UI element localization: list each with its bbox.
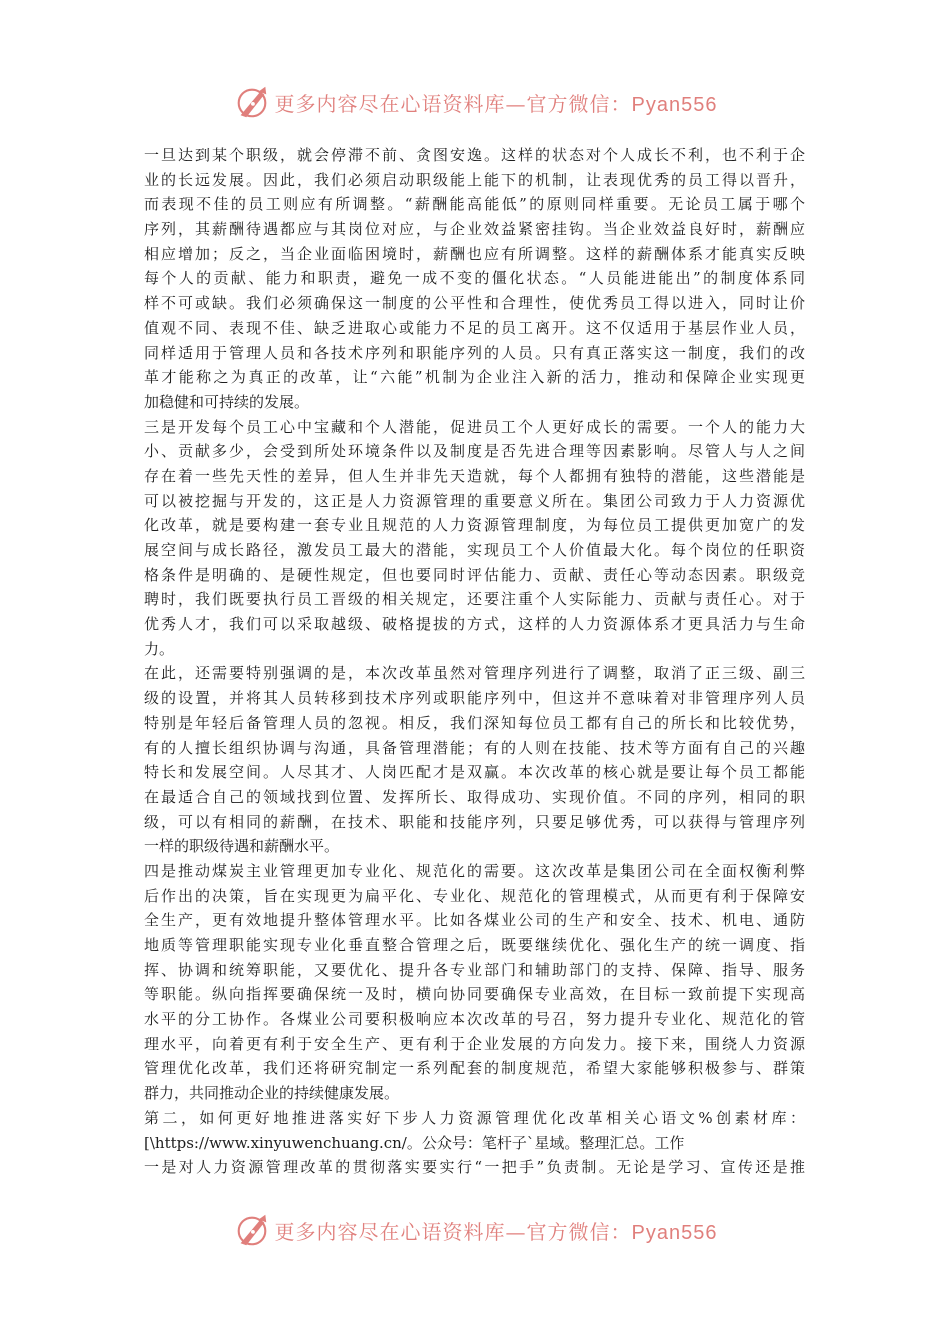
text-line: 挥、协调和统筹职能，又要优化、提升各专业部门和辅助部门的支持、保障、指导、服务 bbox=[144, 960, 805, 979]
text-line: 序列，其薪酬待遇都应与其岗位对应，与企业效益紧密挂钩。当企业效益良好时，薪酬应 bbox=[144, 220, 805, 239]
text-line: 业的长远发展。因此，我们必须启动职级能上能下的机制，让表现优秀的员工得以晋升， bbox=[144, 170, 805, 189]
text-line: 级，可以有相同的薪酬，在技术、职能和技能序列，只要足够优秀，可以获得与管理序列 bbox=[144, 812, 805, 831]
text-line: 第二，如何更好地推进落实好下步人力资源管理优化改革相关心语文%创素材库： bbox=[144, 1108, 805, 1127]
text-line: 在最适合自己的领域找到位置、发挥所长、取得成功、实现价值。不同的序列，相同的职 bbox=[144, 787, 805, 806]
text-line: 管理优化改革，我们还将研究制定一系列配套的制度规范，希望大家能够积极参与、群策 bbox=[144, 1059, 805, 1078]
text-line: 群力，共同推动企业的持续健康发展。 bbox=[144, 1084, 400, 1103]
text-line: 力。 bbox=[144, 639, 175, 658]
text-line: 革才能称之为真正的改革，让“六能”机制为企业注入新的活力，推动和保障企业实现更 bbox=[144, 368, 805, 387]
text-line: 有的人擅长组织协调与沟通，具备管理潜能；有的人则在技能、技术等方面有自己的兴趣 bbox=[144, 738, 805, 757]
text-line: 特长和发展空间。人尽其才、人岗匹配才是双赢。本次改革的核心就是要让每个员工都能 bbox=[144, 763, 805, 782]
pen-nib-circle-icon bbox=[233, 1211, 271, 1249]
text-line: 同样适用于管理人员和各技术序列和职能序列的人员。只有真正落实这一制度，我们的改 bbox=[144, 343, 805, 362]
text-line: 一是对人力资源管理改革的贯彻落实要实行“一把手”负责制。无论是学习、宣传还是推 bbox=[144, 1158, 805, 1177]
text-line: 优秀人才，我们可以采取越级、破格提拔的方式，这样的人力资源体系才更具活力与生命 bbox=[144, 615, 805, 634]
text-line: 等职能。纵向指挥要确保统一及时，横向协同要确保专业高效，在目标一致前提下实现高 bbox=[144, 985, 805, 1004]
text-line: 样不可或缺。我们必须确保这一制度的公平性和合理性，使优秀员工得以进入，同时让价 bbox=[144, 294, 805, 313]
text-line: 聘时，我们既要执行员工晋级的相关规定，还要注重个人实际能力、贡献与责任心。对于 bbox=[144, 590, 805, 609]
text-line: 在此，还需要特别强调的是，本次改革虽然对管理序列进行了调整，取消了正三级、副三 bbox=[144, 664, 805, 683]
text-line: 存在着一些先天性的差异，但人生并非先天造就，每个人都拥有独特的潜能，这些潜能是 bbox=[144, 466, 805, 485]
text-line: 展空间与成长路径，激发员工最大的潜能，实现员工个人价值最大化。每个岗位的任职资 bbox=[144, 541, 805, 559]
header-banner bbox=[0, 82, 950, 122]
text-line: 全生产，更有效地提升整体管理水平。比如各煤业公司的生产和安全、技术、机电、通防 bbox=[144, 911, 805, 930]
text-line: 相应增加；反之，当企业面临困境时，薪酬也应有所调整。这样的薪酬体系才能真实反映 bbox=[144, 244, 805, 263]
text-line: 一旦达到某个职级，就会停滞不前、贪图安逸。这样的状态对个人成长不利，也不利于企 bbox=[144, 146, 805, 164]
pen-nib-circle-icon bbox=[233, 83, 271, 121]
text-line: 格条件是明确的、是硬性规定，但也要同时评估能力、贡献、责任心等动态因素。职级竞 bbox=[144, 565, 805, 584]
text-line: 可以被挖掘与开发的，这正是人力资源管理的重要意义所在。集团公司致力于人力资源优 bbox=[144, 491, 805, 510]
text-line: 值观不同、表现不佳、缺乏进取心或能力不足的员工离开。这不仅适用于基层作业人员， bbox=[144, 318, 805, 337]
text-line: 而表现不佳的员工则应有所调整。“薪酬能高能低”的原则同样重要。无论员工属于哪个 bbox=[144, 195, 805, 214]
header-wechat-id: Pyan556 bbox=[631, 93, 718, 116]
text-line: 特别是年轻后备管理人员的忽视。相反，我们深知每位员工都有自己的所长和比较优势， bbox=[144, 713, 805, 732]
footer-wechat-id: Pyan556 bbox=[631, 1221, 718, 1244]
text-line: 每个人的贡献、能力和职责，避免一成不变的僵化状态。“人员能进能出”的制度体系同 bbox=[144, 269, 805, 288]
text-line: 四是推动煤炭主业管理更加专业化、规范化的需要。这次改革是集团公司在全面权衡利弊 bbox=[144, 861, 805, 880]
text-line: 地质等管理职能实现专业化垂直整合管理之后，既要继续优化、强化生产的统一调度、指 bbox=[144, 936, 805, 954]
document-body bbox=[144, 143, 805, 1180]
footer-banner bbox=[0, 1210, 950, 1250]
text-line: 理水平，向着更有利于安全生产、更有利于企业发展的方向发力。接下来，围绕人力资源 bbox=[144, 1034, 805, 1053]
text-line: 化改革，就是要构建一套专业且规范的人力资源管理制度，为每位员工提供更加宽广的发 bbox=[144, 516, 805, 535]
text-line: 三是开发每个员工心中宝藏和个人潜能，促进员工个人更好成长的需要。一个人的能力大 bbox=[144, 417, 805, 436]
text-line: 小、贡献多少，会受到所处环境条件以及制度是否先进合理等因素影响。尽管人与人之间 bbox=[144, 442, 805, 461]
text-line: 水平的分工协作。各煤业公司要积极响应本次改革的号召，努力提升专业化、规范化的管 bbox=[144, 1010, 805, 1029]
text-line: 后作出的决策，旨在实现更为扁平化、专业化、规范化的管理模式，从而更有利于保障安 bbox=[144, 886, 805, 905]
header-brand-text: 更多内容尽在心语资料库—官方微信：Pyan556 bbox=[274, 91, 718, 116]
text-line: [\https://www.xinyuwenchuang.cn/。公众号：笔杆子`星域。整理汇总。工作 bbox=[144, 1133, 685, 1152]
text-line: 一样的职级待遇和薪酬水平。 bbox=[144, 837, 340, 856]
text-line: 加稳健和可持续的发展。 bbox=[144, 392, 310, 411]
text-line: 级的设置，并将其人员转移到技术序列或职能序列中，但这并不意味着对非管理序列人员 bbox=[144, 689, 805, 708]
footer-brand-text: 更多内容尽在心语资料库—官方微信：Pyan556 bbox=[274, 1219, 718, 1244]
